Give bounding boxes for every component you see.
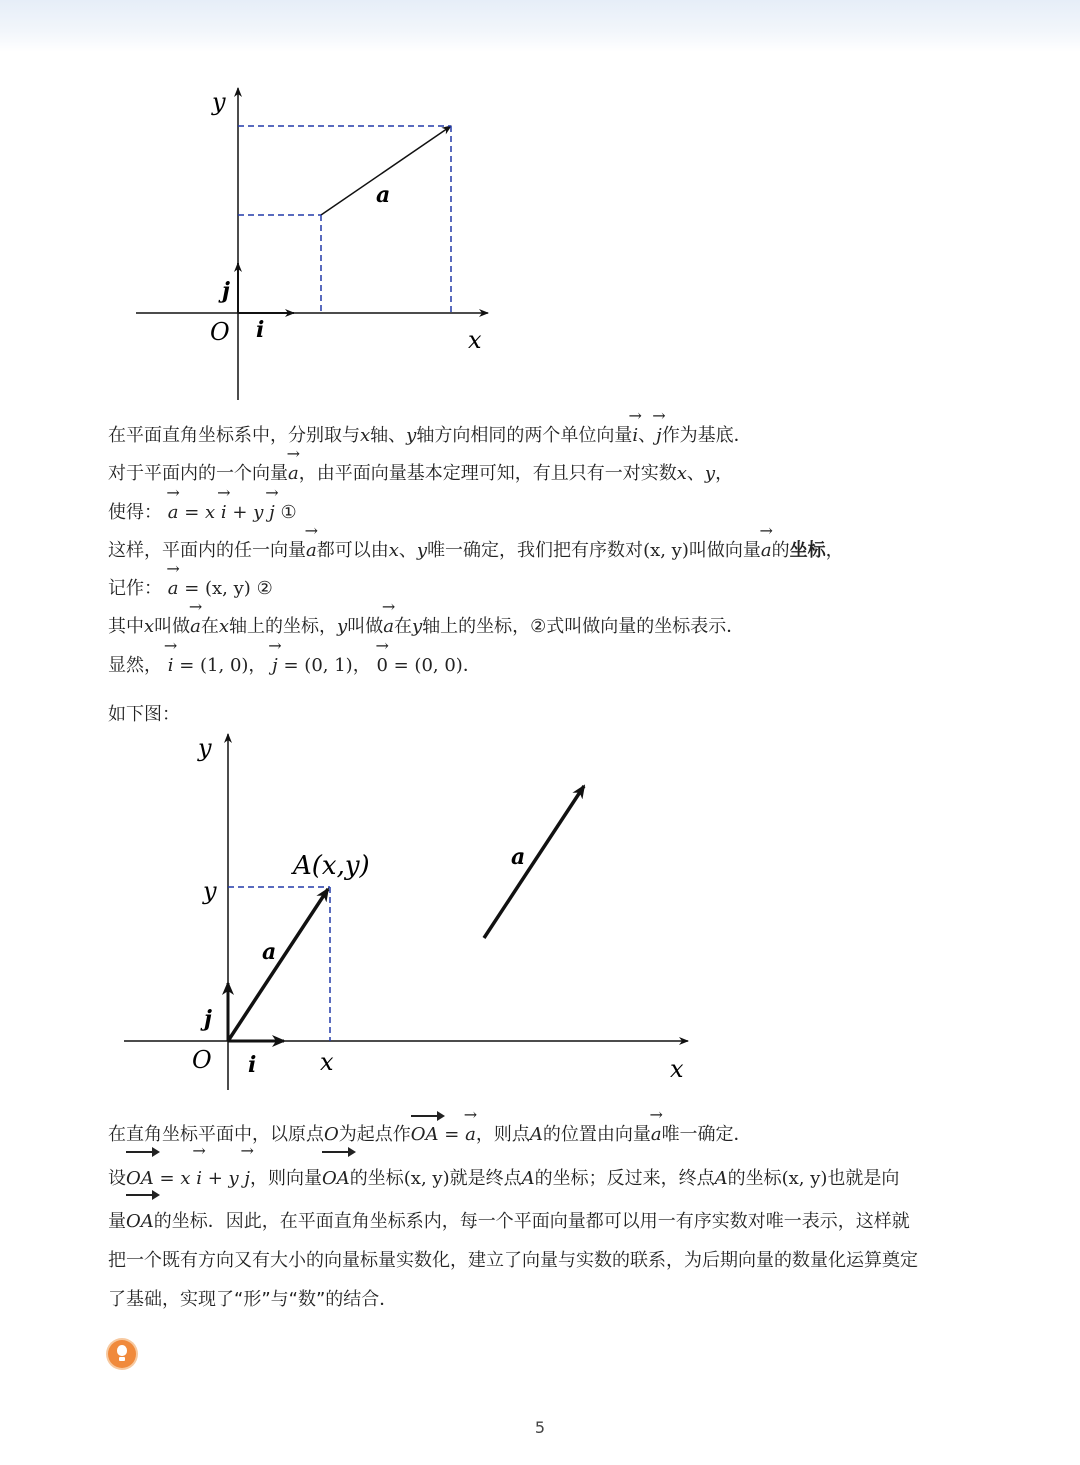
- text-line: 对于平面内的一个向量→ a，由平面向量基本定理可知，有且只有一对实数x、y，: [108, 458, 733, 486]
- text-line: 量 OA的坐标．因此，在平面直角坐标系内，每一个平面向量都可以用一有序实数对唯一表示，这样就: [108, 1198, 978, 1241]
- figure-vector-coordinates: [118, 730, 708, 1095]
- text-line: 把一个既有方向又有大小的向量标量实数化，建立了向量与实数的联系，为后期向量的数量化运算奠定: [108, 1250, 918, 1271]
- point-a-label: A(x,y): [293, 851, 370, 881]
- paragraph: [108, 1155, 978, 1319]
- text-line: 记作： → a = (x, y) ②: [108, 573, 273, 601]
- y-axis-label: y: [212, 88, 226, 116]
- j-label: j: [222, 278, 230, 304]
- x-tick-label: x: [320, 1048, 334, 1076]
- x-axis-label: x: [670, 1055, 684, 1083]
- text-line: 其中x叫做→ a在x轴上的坐标，y叫做→ a在y轴上的坐标，②式叫做向量的坐标表示．: [108, 611, 744, 639]
- origin-label: O: [192, 1046, 212, 1074]
- y-axis-label: y: [198, 734, 212, 762]
- x-axis-label: x: [468, 326, 482, 354]
- page-number: 5: [534, 1418, 546, 1437]
- text-line: 使得： → a = x → i + y → j ①: [108, 497, 297, 525]
- figure-vector-decomposition: [130, 80, 510, 405]
- free-vector-a-label: a: [511, 844, 526, 870]
- i-label: i: [248, 1052, 257, 1078]
- text-line: 在直角坐标平面中，以原点O为起点作 OA = → a，则点A的位置由向量→ a唯一确定．: [108, 1119, 752, 1147]
- text-line: 设 OA = x → i + y → j，则向量 OA的坐标(x, y)就是终点A的坐标；反过来，终点A的坐标(x, y)也就是向: [108, 1155, 978, 1198]
- free-vector-a: [484, 786, 584, 938]
- page-header-band: [0, 0, 1080, 52]
- vector-a-label: a: [262, 939, 277, 965]
- i-label: i: [256, 317, 265, 343]
- vector-a-label: a: [376, 182, 391, 208]
- text-line: 显然， → i = (1, 0)， → j = (0, 1)， → 0 = (0, 0)．: [108, 650, 481, 678]
- y-tick-label: y: [203, 877, 217, 905]
- text-line: 这样，平面内的任一向量→ a都可以由x、y唯一确定，我们把有序数对(x, y)叫做向量→ a的坐标，: [108, 535, 844, 563]
- text-line: 了基础，实现了“形”与“数”的结合．: [108, 1289, 398, 1310]
- lightbulb-icon: [108, 1340, 136, 1368]
- text-line: 在平面直角坐标系中，分别取与x轴、y轴方向相同的两个单位向量→ i、→ j作为基底．: [108, 420, 752, 448]
- text-line: 如下图：: [108, 704, 180, 725]
- origin-label: O: [210, 318, 230, 346]
- j-label: j: [204, 1006, 212, 1032]
- vector-oa: [228, 889, 328, 1041]
